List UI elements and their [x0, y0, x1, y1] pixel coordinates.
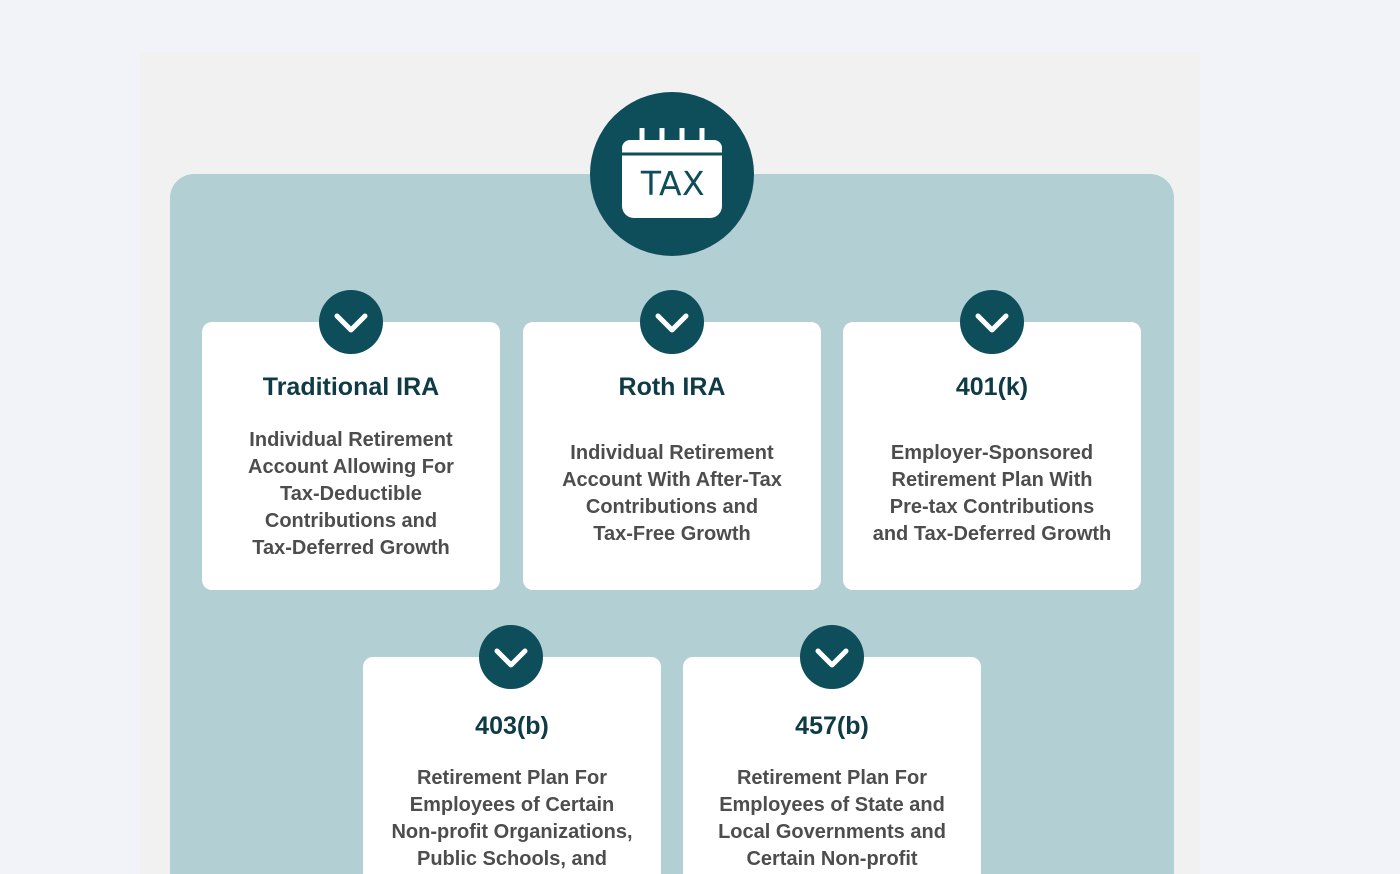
- card-traditional-ira: [202, 322, 500, 590]
- card-description: Employer-Sponsored Retirement Plan With Pre-tax Contributions and Tax-Deferred Growth: [872, 442, 1112, 545]
- card-description-area: [529, 414, 815, 574]
- card-description-area: [369, 765, 655, 873]
- card-403b: [363, 657, 661, 874]
- card-title: 401(k): [955, 373, 1029, 401]
- tax-badge-text: TAX: [640, 164, 706, 203]
- card-457b: [683, 657, 981, 874]
- card-description-area: [208, 414, 494, 574]
- card-description: Individual Retirement Account With After-Tax Contributions and Tax-Free Growth: [562, 442, 782, 545]
- card-title: 457(b): [795, 712, 869, 740]
- card-401k: [843, 322, 1141, 590]
- card-description-area: [689, 765, 975, 873]
- card-description-area: [849, 414, 1135, 574]
- card-description: Individual Retirement Account Allowing For Tax-Deductible Contributions and Tax-Deferred Growth: [248, 428, 454, 559]
- chevron-down-icon: [319, 290, 383, 354]
- chevron-down-icon: [960, 290, 1024, 354]
- card-description: Retirement Plan For Employees of Certain Non-profit Organizations, Public Schools, and: [391, 767, 633, 870]
- tax-calendar-icon: [590, 92, 754, 256]
- card-title: Traditional IRA: [262, 373, 440, 401]
- chevron-down-icon: [479, 625, 543, 689]
- chevron-down-icon: [800, 625, 864, 689]
- card-title: 403(b): [475, 712, 549, 740]
- chevron-down-icon: [640, 290, 704, 354]
- card-description: Retirement Plan For Employees of State and Local Governments and Certain Non-profit: [718, 767, 946, 870]
- card-roth-ira: [523, 322, 821, 590]
- card-title: Roth IRA: [618, 373, 726, 401]
